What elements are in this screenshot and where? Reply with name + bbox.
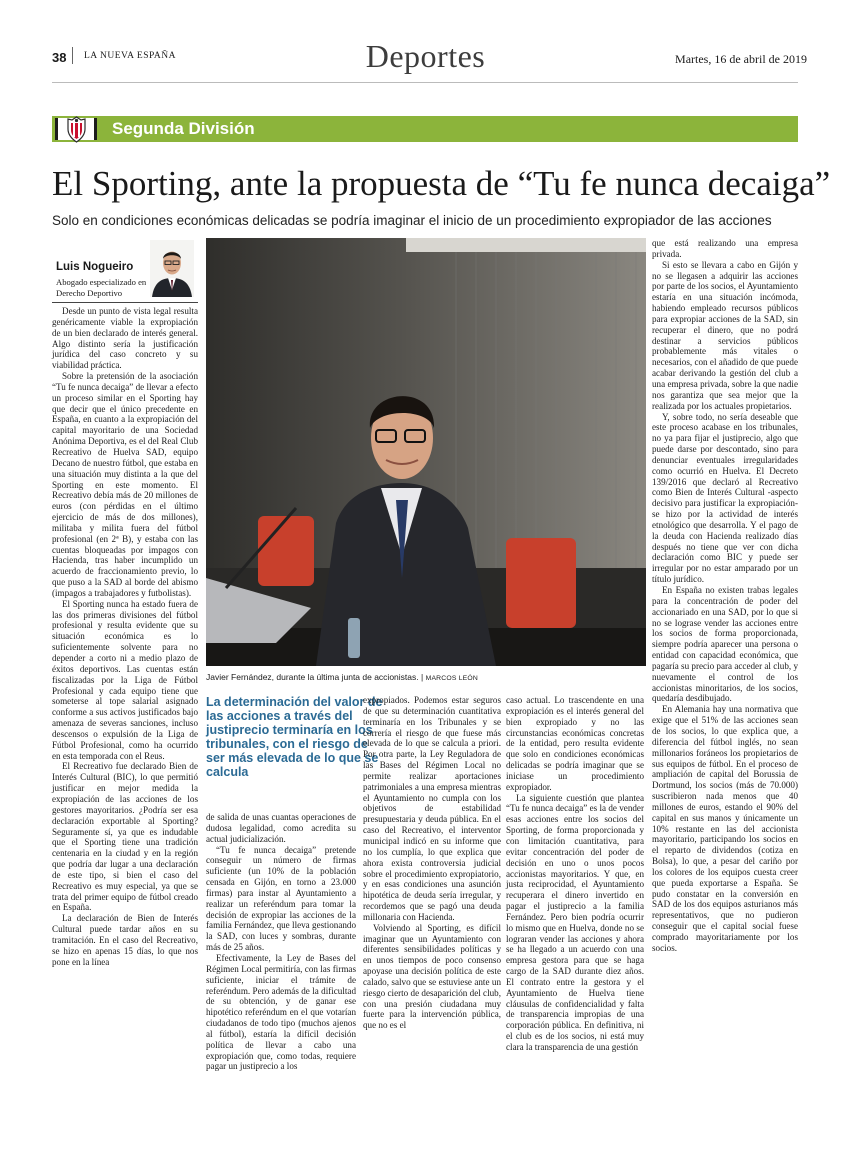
header-rule: [52, 82, 798, 83]
headline: El Sporting, ante la propuesta de “Tu fe nunca decaiga”: [52, 164, 831, 203]
paragraph: Volviendo al Sporting, es difícil imaginar que un Ayuntamiento con diferentes sensibilidades políticas y en unos tiempos de poco consenso apoyase una decisión política de este calado, salvo que se estuviese ante un riesgo cierto de desaparición del club, con una presión ciudadana muy fuerte para la intervención pública, que no es el: [363, 922, 501, 1031]
pull-quote: La determinación del valor de las acciones a través del justiprecio terminaría en los tribunales, con el riesgo de ser más elevada de lo que se calcula: [206, 695, 383, 779]
paragraph: Desde un punto de vista legal resulta genéricamente viable la expropiación de un bien declarado de interés general. Algo distinto sería la justificación jurídica del caso concreto y su viabilidad práctica.: [52, 306, 198, 371]
paragraph: El Sporting nunca ha estado fuera de las dos primeras divisiones del fútbol profesional y resulta evidente que su situación económica es lo suficientemente solvente para no depender a corto ni a medio plazo de éxitos deportivos. Las cuentas están fiscalizadas por la Liga de Fútbol Profesional y cada equipo tiene que someterse al tope salarial asignado conforme a sus activos justificados bajo amenaza de severas sanciones, incluso descensos o expulsión de la Liga de Fútbol Profesional, como ha ocurrido en esta temporada con el Reus.: [52, 598, 198, 761]
paragraph: caso actual. Lo trascendente en una expropiación es el interés general del bien expropiado y no las circunstancias económicas concretas de la entidad, pero resulta evidente que solo en condiciones económicas delicadas se podría imaginar que se iniciase un procedimiento expropiador.: [506, 695, 644, 792]
newspaper-name: LA NUEVA ESPAÑA: [84, 51, 176, 61]
article-column-3: [363, 695, 501, 1031]
article-column-4: [506, 695, 644, 1053]
author-role: Abogado especializado en Derecho Deportivo: [56, 277, 147, 298]
subheadline: Solo en condiciones económicas delicadas se podría imaginar el inicio de un procedimiento expropiador de las acciones: [52, 213, 772, 228]
paragraph: Efectivamente, la Ley de Bases del Régimen Local permitiría, con las firmas suficiente, iniciar el trámite de referéndum. Pero además de la dificultad de su obtención, y de ganar ese hipotético referéndum en el que votarían ciudadanos de todo tipo (muchos ajenos al fútbol), estaría la difícil decisión política de llevar a cabo una expropiación que, como todas, requiere pagar un justiprecio a los: [206, 952, 356, 1072]
section-title: Deportes: [365, 38, 486, 74]
paragraph: En España no existen trabas legales para la concentración de poder del accionariado en una SAD, por lo que si no se lograse vender las acciones entre los socios de forma proporcionada, siempre podría aparecer una persona o entidad con capacidad económica, que pagaría su precio para acceder al club, y nuevamente el control de los accionistas minoritarios, de los socios, quedaría desdibujado.: [652, 585, 798, 704]
section-band-label: Segunda División: [112, 119, 255, 138]
article-column-1: [52, 306, 198, 967]
caption-text: Javier Fernández, durante la última junta de accionistas.: [206, 672, 419, 682]
paragraph: expropiados. Podemos estar seguros de que su determinación cuantitativa terminaría en los Tribunales y se correría el riesgo de que fuese más elevada de lo que se calcula a priori. Por otra parte, la Ley Reguladora de las Bases del Régimen Local no permite realizar aportaciones patrimoniales a una empresa mientras el Ayuntamiento no cumpla con los objetivos de estabilidad presupuestaria y deuda pública. En el caso del Recreativo, el interventor municipal indicó en su informe que no los cumplía, lo que explica que ahora exista controversia judicial sobre el procedimiento expropiatorio, y en esas condiciones una asunción hipotética de deuda sería irregular, y recordemos que se pagó una deuda millonaria con Hacienda.: [363, 695, 501, 922]
paragraph: que está realizando una empresa privada.: [652, 238, 798, 259]
paragraph: Si esto se llevara a cabo en Gijón y no se llegasen a adquirir las acciones por parte de los socios, el Ayuntamiento estaría en una situación incómoda, habiendo empleado recursos públicos para expropiar acciones de la SAD, sin recuperar el dinero, que no podrá destinar a servicios públicos probablemente más vitales o necesarios, con el añadido de que puede acabar derivando la gestión del club a una empresa privada, sobre la que nadie nos garantiza que sea mejor que la realizada por los actuales propietarios.: [652, 259, 798, 411]
author-name: Luis Nogueiro: [56, 261, 134, 273]
article-photo: [206, 238, 646, 666]
sporting-crest-icon: [63, 116, 90, 143]
paragraph: Sobre la pretensión de la asociación “Tu fe nunca decaiga” de llevar a efecto un proceso similar en el Sporting hay que decir que el único precedente en España, en cuanto a la expropiación del capital mayoritario de una Sociedad Anónima Deportiva, es el del Real Club Recreativo de Huelva SAD, equipo Decano de nuestro fútbol, que estaba en una situación muy distinta a la que del Sporting en este momento. El Recreativo debía más de 20 millones de euros (con pérdidas en el último ejercicio de más de dos millones), militaba y milita fuera del fútbol profesional (en 2ª B), y estaba con las cuentas bloqueadas por impagos con Hacienda, tras haber incumplido un acuerdo de fraccionamiento previo, lo que puso a la SAD al borde del abismo (impagos a trabajadores y futbolistas).: [52, 371, 198, 598]
photo-credit: MARCOS LEÓN: [425, 675, 479, 682]
photo-caption: Javier Fernández, durante la última junta de accionistas. | MARCOS LEÓN: [206, 672, 479, 682]
issue-date: Martes, 16 de abril de 2019: [675, 52, 807, 66]
paragraph: La siguiente cuestión que plantea “Tu fe nunca decaiga” es la de vender esas acciones entre los socios del Sporting, de forma proporcionada y con limitación cuantitativa, para evitar concentración del poder de decisión en uno o unos pocos accionistas mayoritarios. Y que, en justa reciprocidad, el Ayuntamiento recuperara el dinero invertido en pagar el justiprecio a la familia Fernández. Pero bien podría ocurrir lo mismo que en Huelva, donde no se lograran vender las acciones y ahora se ha llegado a un acuerdo con una empresa gestora para que se haga cargo de la SAD durante diez años. El contrato entre la gestora y el Ayuntamiento de Huelva tiene cláusulas de confidencialidad y falta de transparencia impropias de una corporación pública. En definitiva, ni el club es de los socios, ni está muy clara la transparencia de una gestión: [506, 792, 644, 1052]
paragraph: El Recreativo fue declarado Bien de Interés Cultural (BIC), lo que permitió justificar en mejor medida la expropiación de las acciones de los gestores mayoritarios. ¿Podría ser esa declaración exportable al Sporting? Seguramente sí, ya que es indudable que el Sporting tiene una tradición centenaria en la ciudad y en la región que podría dar lugar a una declaración de este tipo, si bien el caso del Recreativo es muy especial, ya que se trata del primer equipo de fútbol creado en España.: [52, 761, 198, 913]
paragraph: de salida de unas cuantas operaciones de dudosa legalidad, como acredita su actual judicialización.: [206, 812, 356, 844]
article-column-5: [652, 238, 798, 954]
paragraph: En Alemania hay una normativa que exige que el 51% de las acciones sean de los socios, lo que explica que, a diferencia del fútbol inglés, no sean millonarios foráneos los propietarios de sus equipos de fútbol. En el proceso de ampliación de capital del Borussia de Dortmund, los socios (más de 70.000) suscribieron nada menos que 40 millones de euros, estando el 90% del capital en sus manos y únicamente un 10% restante en las del accionista mayoritario, participando los socios en el reparto de dividendos (cotiza en Bolsa), lo que, a pesar del cariño por los colores de los equipos cuesta creer que pueda exportarse a España. Se pudo constatar en la conversión en SAD de los dos equipos asturianos más representativos, que no pudieron conseguir que el capital social fuese comprado mayoritariamente por los socios.: [652, 704, 798, 953]
author-portrait: [150, 240, 194, 297]
photo-scene: [206, 238, 646, 666]
article-column-2: [206, 812, 356, 1072]
paragraph: La declaración de Bien de Interés Cultural puede tardar años en su tramitación. En el caso del Recreativo, se hizo en apenas 15 días, lo que nos pone en la línea: [52, 913, 198, 967]
page-number: 38: [52, 50, 67, 65]
paragraph: Y, sobre todo, no sería deseable que este proceso acabase en los tribunales, no ya para fijar el justiprecio, algo que puede darse por descontado, sino para denunciar eventuales irregularidades como ocurrió en Huelva. El Decreto 139/2016 que declaró al Recreativo como Bien de Interés Cultural -aspecto decisivo para justificar la expropiación- se hizo por la actividad de interés etnológico que desarrolla. Y el pago de la deuda con Hacienda realizado días después no tiene que ver con dicha declaración como BIC y puede ser irregular por no estar amparado por un título jurídico.: [652, 411, 798, 585]
paragraph: “Tu fe nunca decaiga” pretende conseguir un número de firmas suficiente (un 10% de la población censada en Gijón, en torno a 23.000 firmas) para instar al Ayuntamiento a realizar un referéndum para tomar la decisión de expropiar las acciones de la familia Fernández, que lleva gestionando la SAD, con luces y sombras, durante más de 25 años.: [206, 844, 356, 953]
author-rule: [52, 302, 198, 303]
